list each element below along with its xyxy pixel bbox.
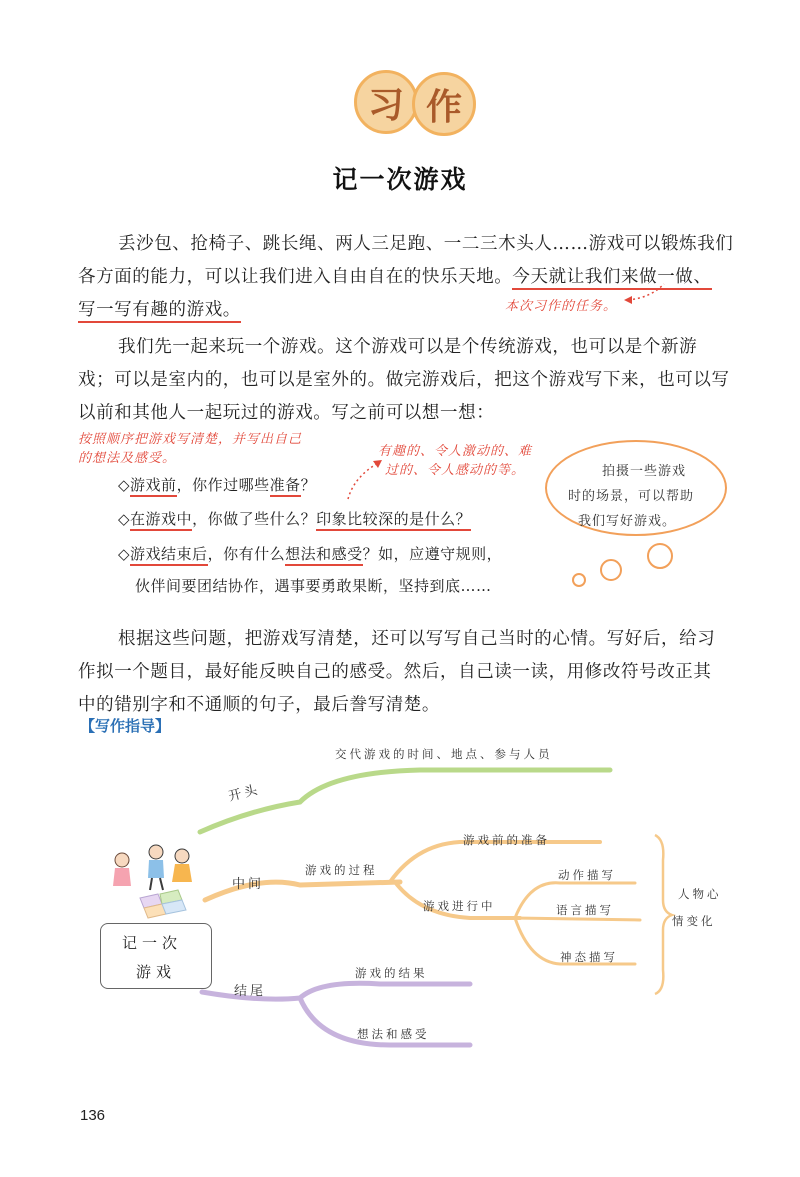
header-char-1: 习 bbox=[354, 70, 418, 134]
question-3-b: ，你有什么 bbox=[207, 545, 286, 563]
writing-guide-label: 【写作指导】 bbox=[80, 717, 171, 735]
question-2-a: 在游戏中 bbox=[130, 510, 192, 531]
question-3-line2: 伙伴间要团结协作，遇事要勇敢果断，坚持到底…… bbox=[135, 577, 492, 595]
question-1-mark: ◇ bbox=[118, 476, 131, 494]
question-3-a: 游戏结束后 bbox=[130, 545, 208, 566]
note-task: 本次习作的任务。 bbox=[505, 299, 618, 314]
question-1-c: 准备 bbox=[270, 476, 301, 497]
note-feelings-arrow bbox=[340, 455, 390, 505]
question-3 bbox=[118, 543, 502, 564]
bubble-line2: 时的场景，可以帮助 bbox=[568, 489, 695, 504]
para1-line3 bbox=[78, 296, 241, 321]
bubble-line3: 我们写好游戏。 bbox=[578, 514, 677, 529]
mindmap-center-line2: 游戏 bbox=[136, 963, 177, 981]
para1-line1: 丢沙包、抢椅子、跳长绳、两人三足跑、一二三木头人……游戏可以锻炼我们 bbox=[118, 234, 734, 254]
para1-line3-task: 写一写有趣的游戏。 bbox=[78, 300, 241, 323]
question-1-a: 游戏前 bbox=[130, 476, 177, 497]
note-order-line2: 的想法及感受。 bbox=[78, 451, 177, 466]
para1-line2-task: 今天就让我们来做一做、 bbox=[512, 267, 711, 290]
para2-line3: 以前和其他人一起玩过的游戏。写之前可以想一想： bbox=[78, 403, 495, 423]
page-number: 136 bbox=[80, 1107, 106, 1124]
para1-line2 bbox=[78, 263, 712, 288]
para1-line2-plain: 各方面的能力，可以让我们进入自由自在的快乐天地。 bbox=[78, 267, 513, 287]
bubble-tail-circles bbox=[565, 540, 685, 590]
question-2-b: ，你做了些什么？ bbox=[192, 510, 317, 528]
note-order-line1: 按照顺序把游戏写清楚，并写出自己 bbox=[78, 432, 303, 447]
question-1-b: ，你作过哪些 bbox=[176, 476, 270, 494]
para2-line1: 我们先一起来玩一个游戏。这个游戏可以是个传统游戏，也可以是个新游 bbox=[118, 337, 698, 357]
mindmap-middle: 中间 bbox=[232, 877, 265, 892]
header-char-2: 作 bbox=[412, 72, 476, 136]
para3-line2: 作拟一个题目，最好能反映自己的感受。然后，自己读一读，用修改符号改正其 bbox=[78, 662, 712, 682]
mindmap-begin: 开头 bbox=[227, 782, 262, 805]
mindmap-mind-line2: 情变化 bbox=[672, 914, 716, 928]
mindmap-language: 语言描写 bbox=[556, 903, 614, 917]
question-3-mark: ◇ bbox=[118, 545, 131, 563]
question-3-c: 想法和感受 bbox=[285, 545, 363, 566]
kids-playing-illustration bbox=[100, 838, 210, 924]
mindmap-end: 结尾 bbox=[234, 984, 267, 999]
mindmap-during: 游戏进行中 bbox=[423, 899, 496, 913]
para3-line1: 根据这些问题，把游戏写清楚，还可以写写自己当时的心情。写好后，给习 bbox=[118, 629, 716, 649]
question-2-mark: ◇ bbox=[118, 510, 131, 528]
page-title: 记一次游戏 bbox=[332, 165, 468, 194]
mindmap-center-line1: 记一次 bbox=[122, 934, 183, 952]
bubble-line1: 拍摄一些游戏 bbox=[602, 464, 687, 479]
note-task-arrow bbox=[620, 278, 670, 308]
question-1-d: ？ bbox=[300, 476, 317, 494]
para3-line3: 中的错别字和不通顺的句子，最后誊写清楚。 bbox=[78, 695, 440, 715]
question-3-d: ？如，应遵守规则， bbox=[362, 545, 503, 563]
question-2-c: 印象比较深的是什么？ bbox=[316, 510, 471, 531]
question-1 bbox=[118, 474, 316, 495]
mindmap-result: 游戏的结果 bbox=[355, 966, 428, 980]
note-feelings-line1: 有趣的、令人激动的、难 bbox=[378, 444, 533, 459]
mindmap-begin-detail: 交代游戏的时间、地点、参与人员 bbox=[335, 747, 553, 761]
mindmap-expression: 神态描写 bbox=[560, 950, 618, 964]
question-2 bbox=[118, 508, 471, 529]
mindmap-before: 游戏前的准备 bbox=[463, 833, 550, 847]
note-feelings-line2: 过的、令人感动的等。 bbox=[385, 463, 526, 478]
para2-line2: 戏；可以是室内的，也可以是室外的。做完游戏后，把这个游戏写下来，也可以写 bbox=[78, 370, 730, 390]
mindmap-mind-line1: 人物心 bbox=[678, 887, 722, 901]
mindmap-thoughts: 想法和感受 bbox=[357, 1027, 430, 1041]
mindmap-process: 游戏的过程 bbox=[305, 863, 378, 877]
mindmap-action: 动作描写 bbox=[558, 868, 616, 882]
